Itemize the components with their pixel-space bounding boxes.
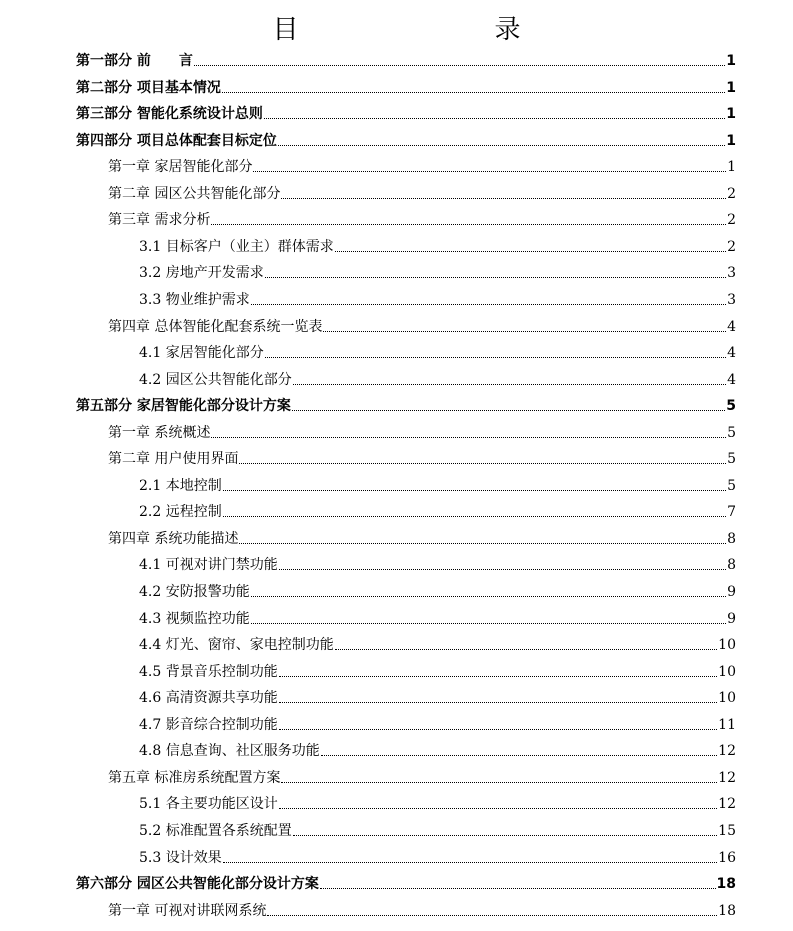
dot-leader [323,331,726,332]
toc-entry[interactable] [139,712,736,734]
toc-entry-title: 第二章 园区公共智能化部分 [108,186,281,202]
toc-entry[interactable] [139,552,736,574]
dot-leader [211,437,726,438]
dot-leader [293,384,726,385]
toc-entry-title: 第五章 标准房系统配置方案 [108,770,281,786]
toc-entry-page-number: 1 [726,106,736,122]
dot-leader [335,251,726,252]
toc-entry-title: 第四部分 项目总体配套目标定位 [76,133,277,149]
toc-entry-page-number: 10 [718,690,736,706]
toc-entry-page-number: 12 [718,796,736,812]
toc-entry-title: 第二部分 项目基本情况 [76,80,221,96]
toc-entry[interactable] [139,473,736,495]
toc-entry-page-number: 1 [726,80,736,96]
dot-leader [265,357,726,358]
toc-entry-title: 第六部分 园区公共智能化部分设计方案 [76,876,319,892]
toc-entry-title: 第一章 系统概述 [108,425,211,441]
dot-leader [251,596,726,597]
toc-entry[interactable] [139,632,736,654]
toc-entry-page-number: 5 [727,451,736,467]
toc-entry[interactable] [139,260,736,282]
toc-entry[interactable] [76,871,736,893]
toc-entry-page-number: 10 [718,637,736,653]
toc-entry[interactable] [108,154,736,176]
toc-entry-title: 5.3 设计效果 [139,850,222,866]
toc-entry[interactable] [139,845,736,867]
dot-leader [293,835,717,836]
toc-entry-page-number: 3 [727,265,736,281]
dot-leader [279,702,717,703]
toc-entry[interactable] [139,340,736,362]
dot-leader [223,862,717,863]
dot-leader [321,755,717,756]
toc-entry[interactable] [108,314,736,336]
toc-entry[interactable] [76,101,736,123]
toc-entry-title: 第四章 总体智能化配套系统一览表 [108,319,323,335]
toc-entry[interactable] [139,818,736,840]
toc-entry-title: 4.2 安防报警功能 [139,584,250,600]
toc-entry-title: 4.6 高清资源共享功能 [139,690,278,706]
toc-entry-page-number: 4 [727,345,736,361]
toc-entry-page-number: 1 [726,53,736,69]
dot-leader [211,224,726,225]
toc-entry[interactable] [108,446,736,468]
toc-entry[interactable] [108,181,736,203]
toc-entry-title: 3.3 物业维护需求 [139,292,250,308]
toc-entry[interactable] [139,606,736,628]
toc-entry-page-number: 16 [718,850,736,866]
toc-entry-page-number: 5 [726,398,736,414]
toc-entry-page-number: 12 [718,770,736,786]
dot-leader [279,676,717,677]
dot-leader [279,569,726,570]
toc-entry-page-number: 12 [718,743,736,759]
dot-leader [222,92,725,93]
dot-leader [251,304,726,305]
toc-entry[interactable] [108,526,736,548]
toc-entry-page-number: 2 [727,239,736,255]
toc-entry[interactable] [139,791,736,813]
toc-entry-title: 4.4 灯光、窗帘、家电控制功能 [139,637,334,653]
dot-leader [251,623,726,624]
toc-entry[interactable] [139,499,736,521]
toc-entry[interactable] [139,579,736,601]
toc-entry[interactable] [139,287,736,309]
toc-title: 目 录 [272,15,569,45]
dot-leader [279,729,717,730]
toc-entry[interactable] [108,420,736,442]
dot-leader [264,118,725,119]
toc-entry[interactable] [139,685,736,707]
toc-entry-page-number: 10 [718,664,736,680]
toc-entry-page-number: 8 [727,531,736,547]
dot-leader [267,915,717,916]
dot-leader [279,808,717,809]
toc-entry-title: 第三部分 智能化系统设计总则 [76,106,263,122]
toc-entry-page-number: 2 [727,186,736,202]
toc-entry-title: 3.1 目标客户（业主）群体需求 [139,239,334,255]
toc-entry-page-number: 4 [727,319,736,335]
toc-entry-title: 5.1 各主要功能区设计 [139,796,278,812]
toc-entry-title: 3.2 房地产开发需求 [139,265,264,281]
toc-entry-page-number: 5 [727,425,736,441]
toc-entry-title: 第一章 可视对讲联网系统 [108,903,267,919]
toc-entry-page-number: 11 [718,717,736,733]
toc-entry[interactable] [108,765,736,787]
dot-leader [253,171,726,172]
toc-entry-title: 第二章 用户使用界面 [108,451,239,467]
toc-entry-page-number: 9 [727,611,736,627]
toc-entry-page-number: 4 [727,372,736,388]
toc-entry[interactable] [139,367,736,389]
dot-leader [265,277,726,278]
toc-entry-page-number: 18 [716,876,736,892]
toc-entry-page-number: 5 [727,478,736,494]
toc-entry-title: 第五部分 家居智能化部分设计方案 [76,398,291,414]
toc-entry-title: 第一章 家居智能化部分 [108,159,253,175]
toc-entry-title: 4.7 影音综合控制功能 [139,717,278,733]
toc-entry-title: 4.3 视频监控功能 [139,611,250,627]
toc-entry-title: 4.1 可视对讲门禁功能 [139,557,278,573]
toc-entry-page-number: 7 [727,504,736,520]
toc-entry[interactable] [76,48,736,70]
toc-entry-title: 4.5 背景音乐控制功能 [139,664,278,680]
toc-entry-title: 第四章 系统功能描述 [108,531,239,547]
toc-entry-title: 第三章 需求分析 [108,212,211,228]
toc-entry-title: 2.1 本地控制 [139,478,222,494]
toc-entry-page-number: 3 [727,292,736,308]
toc-entry[interactable] [139,738,736,760]
toc-entry-page-number: 1 [727,159,736,175]
toc-entry-page-number: 8 [727,557,736,573]
dot-leader [239,463,726,464]
toc-entry[interactable] [139,659,736,681]
toc-entry[interactable] [108,898,736,920]
toc-entry-page-number: 1 [726,133,736,149]
toc-entry[interactable] [139,234,736,256]
toc-entry-page-number: 9 [727,584,736,600]
dot-leader [239,543,726,544]
toc-entry-title: 5.2 标准配置各系统配置 [139,823,292,839]
toc-entry-page-number: 18 [718,903,736,919]
toc-entry-title: 第一部分 前 言 [76,53,193,69]
dot-leader [281,782,717,783]
toc-entry-page-number: 15 [718,823,736,839]
toc-entry[interactable] [76,393,736,415]
toc-entry-title: 4.2 园区公共智能化部分 [139,372,292,388]
toc-entry-title: 2.2 远程控制 [139,504,222,520]
toc-entry[interactable] [108,207,736,229]
dot-leader [278,145,725,146]
dot-leader [281,198,726,199]
dot-leader [223,516,726,517]
toc-entry[interactable] [76,128,736,150]
toc-entry[interactable] [76,75,736,97]
dot-leader [223,490,726,491]
toc-entry-title: 4.8 信息查询、社区服务功能 [139,743,320,759]
dot-leader [292,410,725,411]
dot-leader [194,65,725,66]
dot-leader [335,649,717,650]
toc-entry-title: 4.1 家居智能化部分 [139,345,264,361]
toc-entry-page-number: 2 [727,212,736,228]
dot-leader [320,888,716,889]
